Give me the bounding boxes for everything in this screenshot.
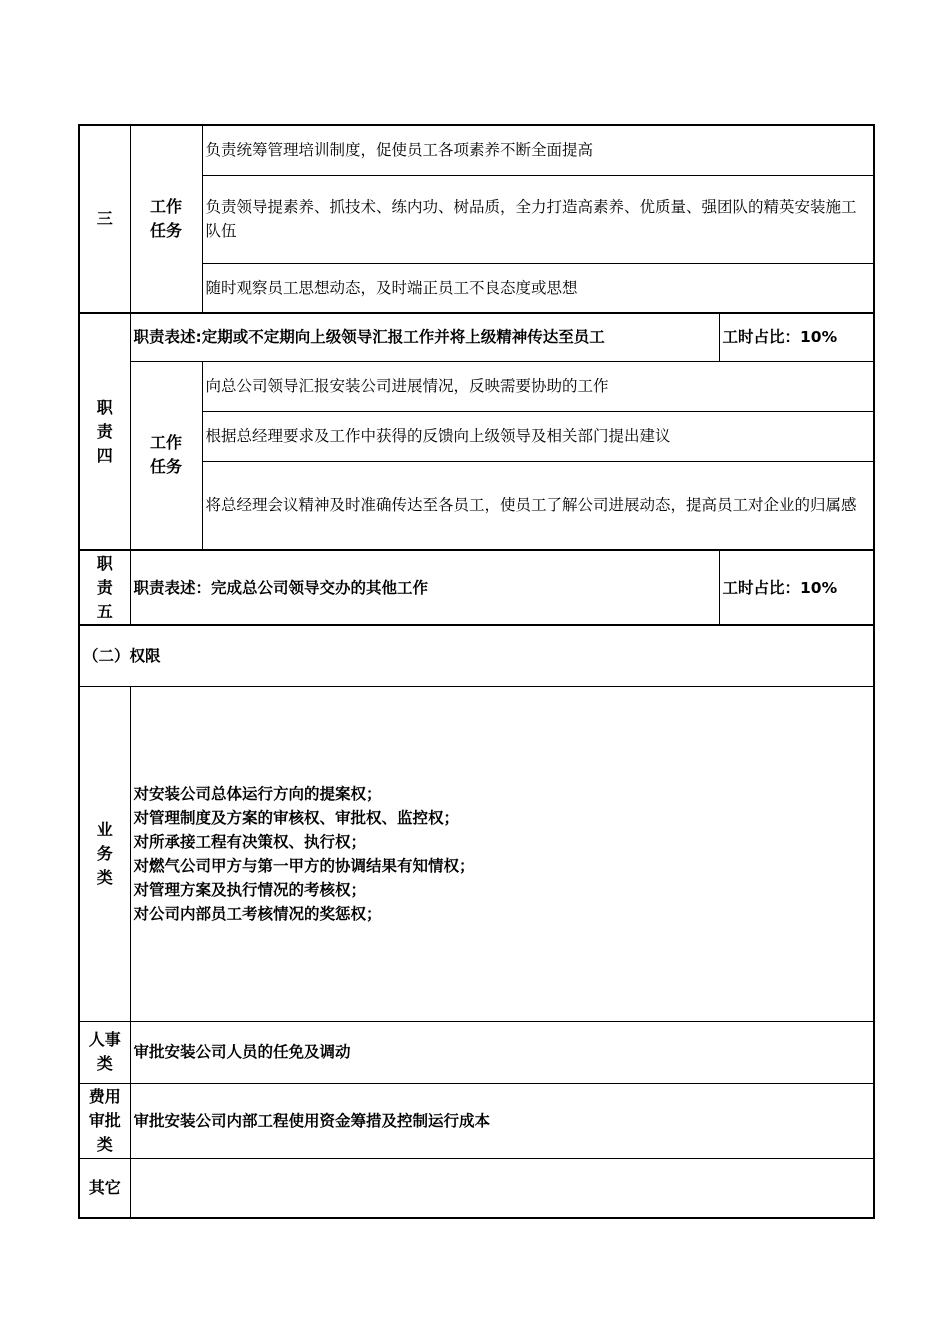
section3-label: 三	[79, 125, 130, 313]
business-items	[130, 686, 874, 1021]
expense-label: 费用审批类	[79, 1083, 130, 1158]
section4-description: 职责表述:定期或不定期向上级领导汇报工作并将上级精神传达至员工	[130, 313, 719, 361]
section5-ratio	[719, 550, 874, 625]
section5-ratio-label: 工时占比：	[722, 578, 801, 597]
section4-ratio-value: 10%	[800, 328, 838, 347]
section3-task-2: 负责领导提素养、抓技术、练内功、树品质，全力打造高素养、优质量、强团队的精英安装施工队伍	[202, 175, 874, 263]
other-label: 其它	[79, 1158, 130, 1218]
section4-ratio	[719, 313, 874, 361]
section5-ratio-value: 10%	[800, 578, 838, 597]
section5-label: 职责五	[79, 550, 130, 625]
section3-task-1: 负责统筹管理培训制度，促使员工各项素养不断全面提高	[202, 125, 874, 175]
personnel-label: 人事类	[79, 1021, 130, 1083]
responsibility-table	[78, 124, 875, 1219]
section3-task-3: 随时观察员工思想动态，及时端正员工不良态度或思想	[202, 263, 874, 313]
section4-task-2: 根据总经理要求及工作中获得的反馈向上级领导及相关部门提出建议	[202, 411, 874, 461]
section4-label: 职责四	[79, 313, 130, 550]
business-item: 对公司内部员工考核情况的奖惩权；	[133, 904, 382, 923]
section5-description: 职责表述：完成总公司领导交办的其他工作	[130, 550, 719, 625]
business-item: 对安装公司总体运行方向的提案权；	[133, 784, 382, 803]
business-item: 对所承接工程有决策权、执行权；	[133, 832, 367, 851]
business-item: 对燃气公司甲方与第一甲方的协调结果有知情权；	[133, 856, 475, 875]
section4-ratio-label: 工时占比：	[722, 328, 801, 347]
expense-text: 审批安装公司内部工程使用资金筹措及控制运行成本	[130, 1083, 874, 1158]
section4-task-label: 工作任务	[130, 361, 202, 550]
business-label: 业务类	[79, 686, 130, 1021]
section4-task-3: 将总经理会议精神及时准确传达至各员工，使员工了解公司进展动态，提高员工对企业的归属感	[202, 461, 874, 550]
personnel-text: 审批安装公司人员的任免及调动	[130, 1021, 874, 1083]
authority-heading: （二）权限	[79, 625, 874, 686]
section3-task-label: 工作任务	[130, 125, 202, 313]
other-text	[130, 1158, 874, 1218]
section4-task-1: 向总公司领导汇报安装公司进展情况，反映需要协助的工作	[202, 361, 874, 411]
business-item: 对管理方案及执行情况的考核权；	[133, 880, 367, 899]
business-item: 对管理制度及方案的审核权、审批权、监控权；	[133, 808, 460, 827]
